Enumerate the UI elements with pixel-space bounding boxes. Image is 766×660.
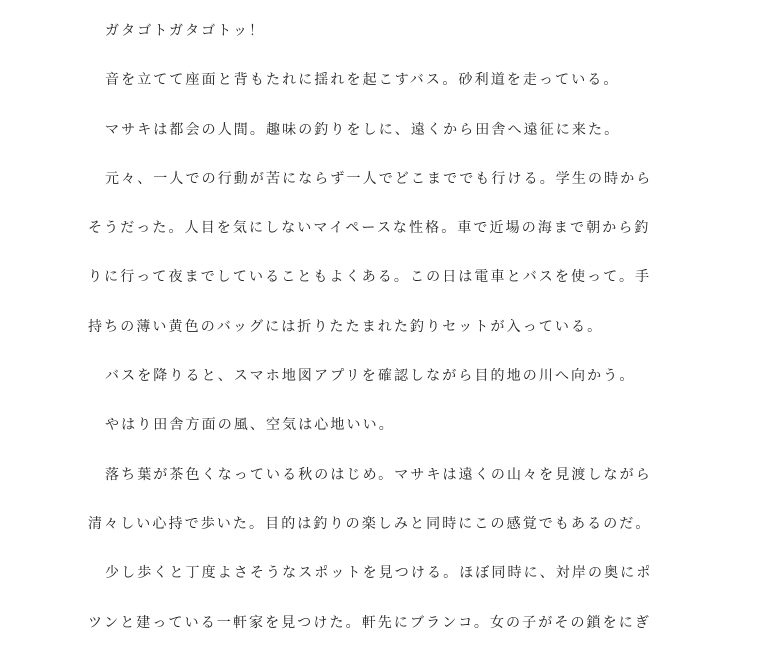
text-line: 持ちの薄い黄色のバッグには折りたたまれた釣りセットが入っている。	[88, 318, 604, 335]
text-line: りに行って夜までしていることもよくある。この日は電車とバスを使って。手	[88, 269, 652, 286]
text-line: 元々、一人での行動が苦にならず一人でどこまででも行ける。学生の時から	[105, 170, 653, 187]
text-line: バスを降りると、スマホ地図アプリを確認しながら目的地の川へ向かう。	[105, 368, 636, 385]
text-line: 少し歩くと丁度よさそうなスポットを見つける。ほぼ同時に、対岸の奥にポ	[105, 565, 653, 582]
text-line: やはり田舎方面の風、空気は心地いい。	[105, 417, 395, 434]
text-line: 音を立てて座面と背もたれに揺れを起こすバス。砂利道を走っている。	[105, 72, 620, 89]
text-line: そうだった。人目を気にしないマイペースな性格。車で近場の海まで朝から釣	[88, 220, 651, 237]
text-line: 落ち葉が茶色くなっている秋のはじめ。マサキは遠くの山々を見渡しながら	[105, 466, 652, 483]
text-line: ガタゴトガタゴトッ！	[105, 23, 266, 39]
document-page	[88, 19, 653, 660]
text-line: マサキは都会の人間。趣味の釣りをしに、遠くから田舎へ遠征に来た。	[105, 121, 621, 138]
text-line: ツンと建っている一軒家を見つけた。軒先にブランコ。女の子がその鎖をにぎ	[88, 614, 651, 631]
text-line: 清々しい心持で歩いた。目的は釣りの楽しみと同時にこの感覚でもあるのだ。	[88, 515, 652, 532]
